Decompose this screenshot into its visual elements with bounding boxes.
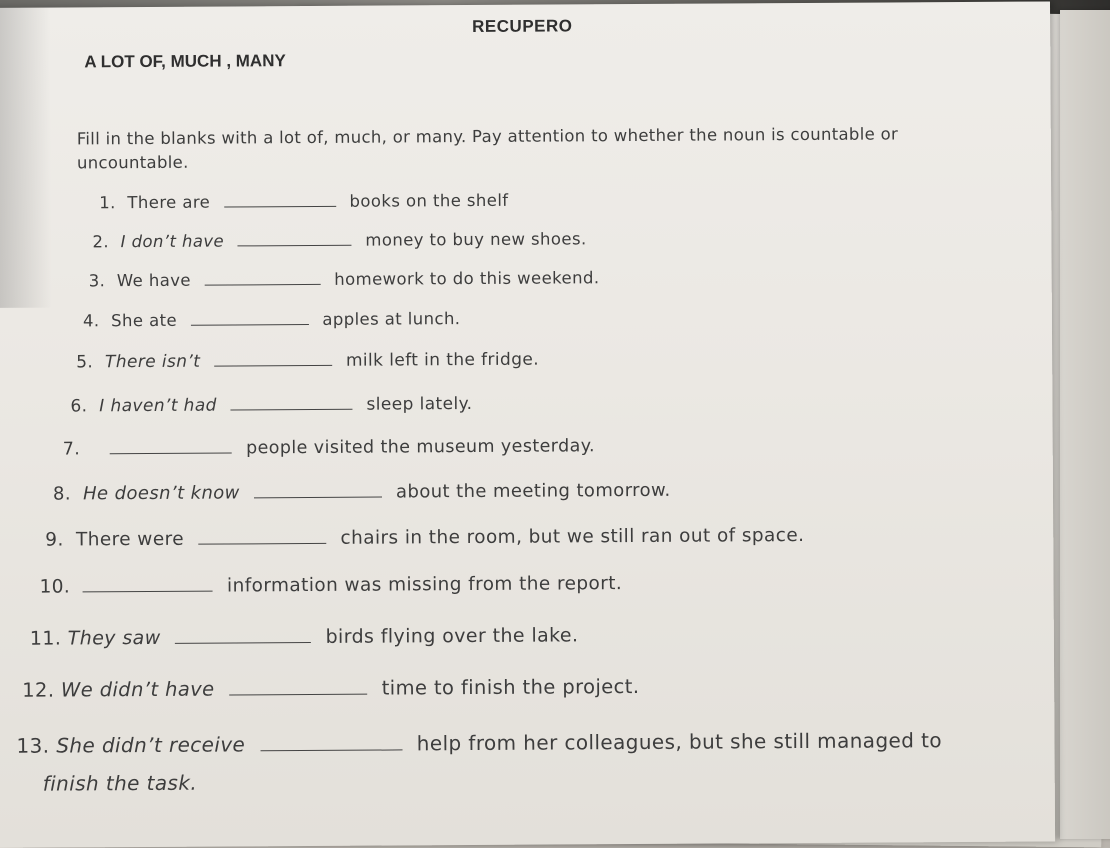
question-10 — [39, 573, 622, 598]
question-13-continuation: finish the task. — [42, 770, 198, 796]
answer-blank-5[interactable] — [214, 364, 332, 367]
question-12 — [22, 675, 639, 702]
question-text-before: We have — [116, 270, 191, 291]
question-text-after: chairs in the room, but we still ran out of space. — [340, 524, 805, 549]
question-text-before: I don’t have — [120, 231, 225, 252]
answer-blank-12[interactable] — [229, 693, 367, 696]
question-number: 1. — [99, 193, 116, 213]
question-2 — [92, 229, 586, 251]
question-7 — [63, 436, 595, 459]
answer-blank-2[interactable] — [238, 244, 352, 247]
question-text-before: We didn’t have — [60, 677, 215, 702]
question-number: 10. — [39, 576, 71, 598]
answer-blank-7[interactable] — [110, 451, 232, 454]
question-text-after: books on the shelf — [349, 190, 509, 211]
question-text-before: There were — [75, 528, 185, 551]
answer-blank-8[interactable] — [254, 496, 382, 499]
question-number: 5. — [76, 352, 94, 373]
question-number: 2. — [92, 232, 110, 252]
question-text-before: He doesn’t know — [83, 482, 240, 505]
question-number: 8. — [52, 483, 72, 505]
answer-blank-4[interactable] — [191, 323, 309, 326]
answer-blank-13[interactable] — [260, 748, 402, 751]
question-11 — [30, 624, 579, 649]
question-number: 11. — [29, 627, 62, 650]
question-4 — [83, 309, 461, 330]
answer-blank-3[interactable] — [205, 283, 321, 286]
question-number: 9. — [45, 529, 64, 551]
question-text-before: There isn’t — [104, 351, 201, 373]
question-number: 4. — [82, 311, 100, 331]
question-text-after: about the meeting tomorrow. — [395, 479, 671, 503]
question-text-before: She ate — [111, 310, 178, 331]
question-number: 3. — [88, 271, 106, 291]
question-text-after: help from her colleagues, but she still managed to — [416, 728, 943, 756]
question-text-before: I haven’t had — [99, 395, 217, 417]
question-text-after: information was missing from the report. — [226, 573, 623, 597]
question-13 — [16, 728, 942, 758]
corner-shadow — [0, 8, 52, 308]
question-3 — [89, 268, 600, 290]
worksheet-page — [0, 1, 1055, 848]
question-6 — [70, 394, 472, 416]
question-number: 6. — [70, 396, 88, 417]
answer-blank-9[interactable] — [198, 542, 326, 545]
answer-blank-11[interactable] — [175, 641, 311, 644]
question-text-after: homework to do this weekend. — [334, 268, 600, 289]
question-text-before: They saw — [67, 626, 161, 650]
question-text-after: money to buy new shoes. — [365, 229, 587, 250]
question-text-before: There are — [127, 192, 211, 213]
question-number: 12. — [22, 678, 55, 702]
question-text-before: She didn’t receive — [56, 732, 246, 758]
question-text-after: sleep lately. — [366, 393, 473, 415]
page-title: RECUPERO — [472, 16, 573, 36]
instructions: Fill in the blanks with a lot of, much, or many. Pay attention to whether the noun is countable or uncountable. — [76, 124, 899, 173]
question-5 — [76, 350, 539, 373]
question-text-after: time to finish the project. — [381, 674, 640, 700]
question-9 — [45, 525, 804, 551]
page-subtitle: A LOT OF, MUCH , MANY — [84, 51, 286, 72]
question-text-after: birds flying over the lake. — [325, 624, 579, 648]
question-8 — [53, 480, 671, 505]
question-text-after: milk left in the fridge. — [345, 349, 540, 371]
answer-blank-1[interactable] — [224, 205, 336, 208]
answer-blank-6[interactable] — [231, 408, 353, 411]
question-number: 7. — [62, 439, 81, 460]
question-text-after: people visited the museum yesterday. — [246, 436, 595, 459]
question-text-after: apples at lunch. — [322, 309, 461, 329]
background-sheet-edge — [1060, 10, 1110, 839]
answer-blank-10[interactable] — [83, 590, 213, 593]
question-1 — [99, 191, 508, 212]
question-number: 13. — [16, 733, 50, 758]
